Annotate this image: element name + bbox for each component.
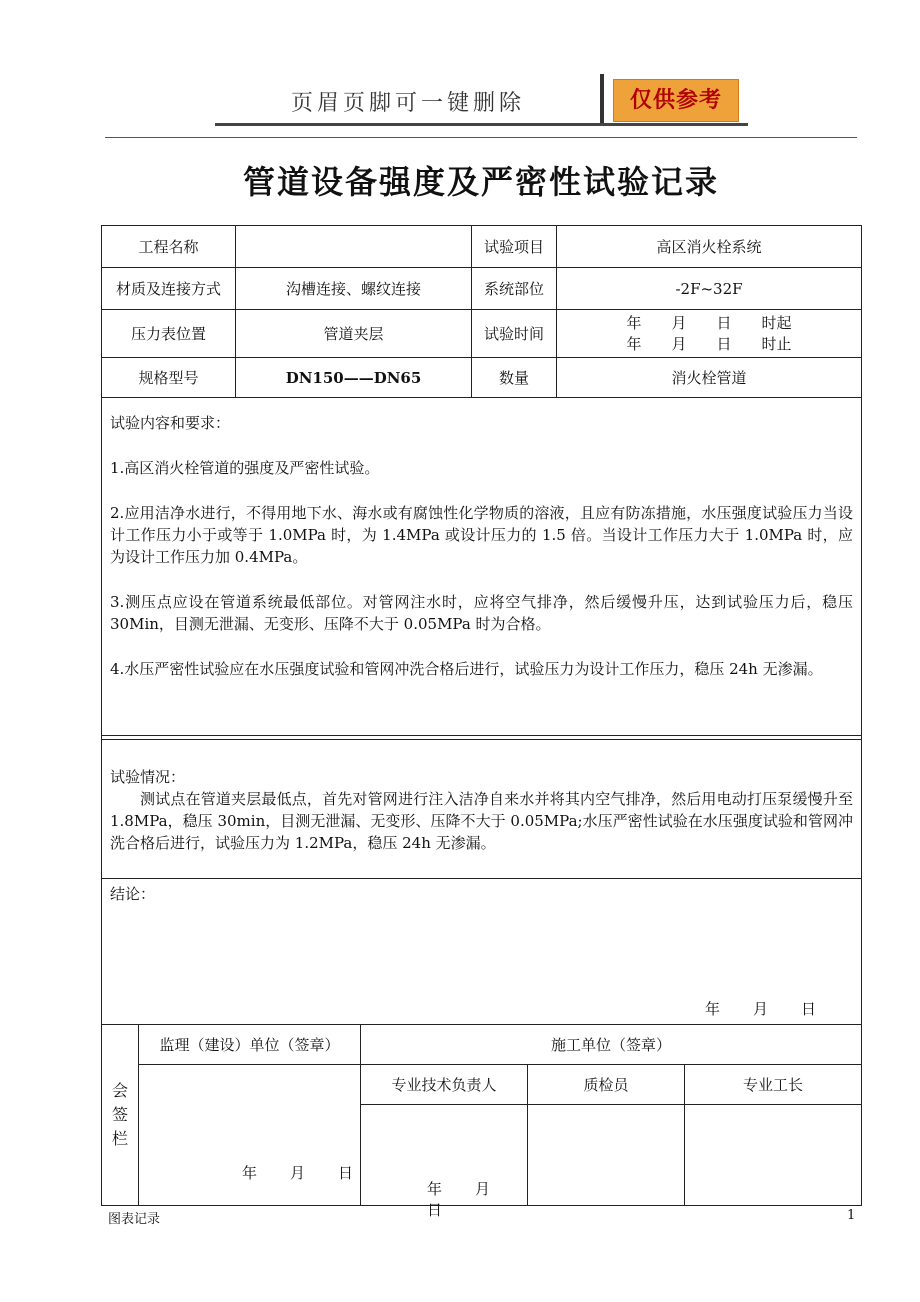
header-rule <box>105 137 857 138</box>
conclusion-heading: 结论： <box>110 885 156 903</box>
value-project-name <box>236 226 472 267</box>
requirement-item: 1.高区消火栓管道的强度及严密性试验。 <box>110 459 380 477</box>
contractor-roles <box>361 1065 861 1105</box>
header-banner <box>215 74 748 126</box>
info-row-gauge <box>102 310 861 358</box>
banner-underline <box>215 123 748 126</box>
info-row-material <box>102 268 861 310</box>
foreman-sign-cell <box>685 1105 861 1205</box>
role-quality-inspector: 质检员 <box>528 1065 685 1104</box>
requirement-item: 2.应用洁净水进行，不得用地下水、海水或有腐蚀性化学物质的溶液，且应有防冻措施，水压强度试验压力当设计工作压力小于或等于 1.0MPa 时，为 1.4MPa 或设计压力的 1.5 倍。当设计工作压力大于 1.0MPa 时，应为设计工作压力加 0.4MPa。 <box>110 504 853 566</box>
label-material: 材质及连接方式 <box>102 268 236 309</box>
requirement-item: 4.水压严密性试验应在水压强度试验和管网冲洗合格后进行，试验压力为设计工作压力，稳压 24h 无渗漏。 <box>110 660 823 678</box>
requirement-item: 3.测压点应设在管道系统最低部位。对管网注水时，应将空气排净，然后缓慢升压，达到试验压力后，稳压 30Min，目测无泄漏、无变形、压降不大于 0.05MPa 时为合格。 <box>110 593 853 633</box>
situation-text: 测试点在管道夹层最低点，首先对管网进行注入洁净自来水并将其内空气排净，然后用电动打压泵缓慢升至 1.8MPa，稳压 30min，目测无泄漏、无变形、压降不大于 0.05MPa;水压严密性试验在水压强度试验和管网冲洗合格后进行，试验压力为 1.2MPa，稳压 24h 无渗漏。 <box>110 790 853 852</box>
value-quantity: 消火栓管道 <box>671 369 747 387</box>
signoff-label-char: 会 <box>111 1081 128 1100</box>
footer-label: 图表记录 <box>108 1212 161 1227</box>
requirements-heading: 试验内容和要求： <box>110 414 231 432</box>
label-gauge-position: 压力表位置 <box>102 310 236 357</box>
value-test-time <box>557 310 861 357</box>
label-project-name: 工程名称 <box>102 226 236 267</box>
test-time-start: 年 月 日 时起 <box>626 313 792 332</box>
situation-section <box>102 740 861 879</box>
value-gauge-position: 管道夹层 <box>236 310 472 357</box>
role-foreman: 专业工长 <box>742 1076 803 1094</box>
situation-heading: 试验情况： <box>110 768 186 786</box>
supervisor-header: 监理（建设）单位（签章） <box>139 1025 360 1065</box>
info-row-spec <box>102 358 861 398</box>
requirements-section <box>102 398 861 736</box>
tech-lead-sign-cell <box>361 1105 528 1219</box>
page-title: 管道设备强度及严密性试验记录 <box>242 163 719 201</box>
conclusion-date: 年 月 日 <box>704 1000 817 1018</box>
value-system-part: -2F~32F <box>675 279 743 298</box>
value-test-item: 高区消火栓系统 <box>656 238 762 256</box>
record-form <box>101 225 862 1219</box>
contractor-sign-area <box>361 1105 861 1219</box>
supervisor-date: 年 月 日 <box>242 1164 355 1182</box>
signoff-label <box>102 1025 139 1205</box>
role-tech-lead: 专业技术负责人 <box>361 1065 528 1104</box>
reference-stamp: 仅供参考 <box>613 79 739 122</box>
conclusion-section <box>102 879 861 1025</box>
quality-inspector-sign-cell <box>528 1105 685 1205</box>
label-test-item: 试验项目 <box>472 226 557 267</box>
label-system-part: 系统部位 <box>472 268 557 309</box>
signoff-label-char: 签 <box>111 1105 128 1124</box>
banner-text: 页眉页脚可一键删除 <box>291 91 526 116</box>
signoff-section <box>102 1025 861 1219</box>
contractor-date: 年 月 日 <box>427 1180 524 1219</box>
test-time-end: 年 月 日 时止 <box>626 334 792 353</box>
info-row-project <box>102 226 861 268</box>
label-quantity: 数量 <box>472 358 557 397</box>
value-material: 沟槽连接、螺纹连接 <box>236 268 472 309</box>
label-spec: 规格型号 <box>102 358 236 397</box>
value-spec: DN150——DN65 <box>236 358 472 397</box>
page-number: 1 <box>847 1208 856 1223</box>
label-test-time: 试验时间 <box>472 310 557 357</box>
banner-separator <box>600 74 604 124</box>
signoff-label-char: 栏 <box>111 1129 128 1148</box>
contractor-column <box>361 1025 861 1219</box>
contractor-header: 施工单位（签章） <box>361 1025 861 1065</box>
supervisor-column <box>139 1025 361 1205</box>
